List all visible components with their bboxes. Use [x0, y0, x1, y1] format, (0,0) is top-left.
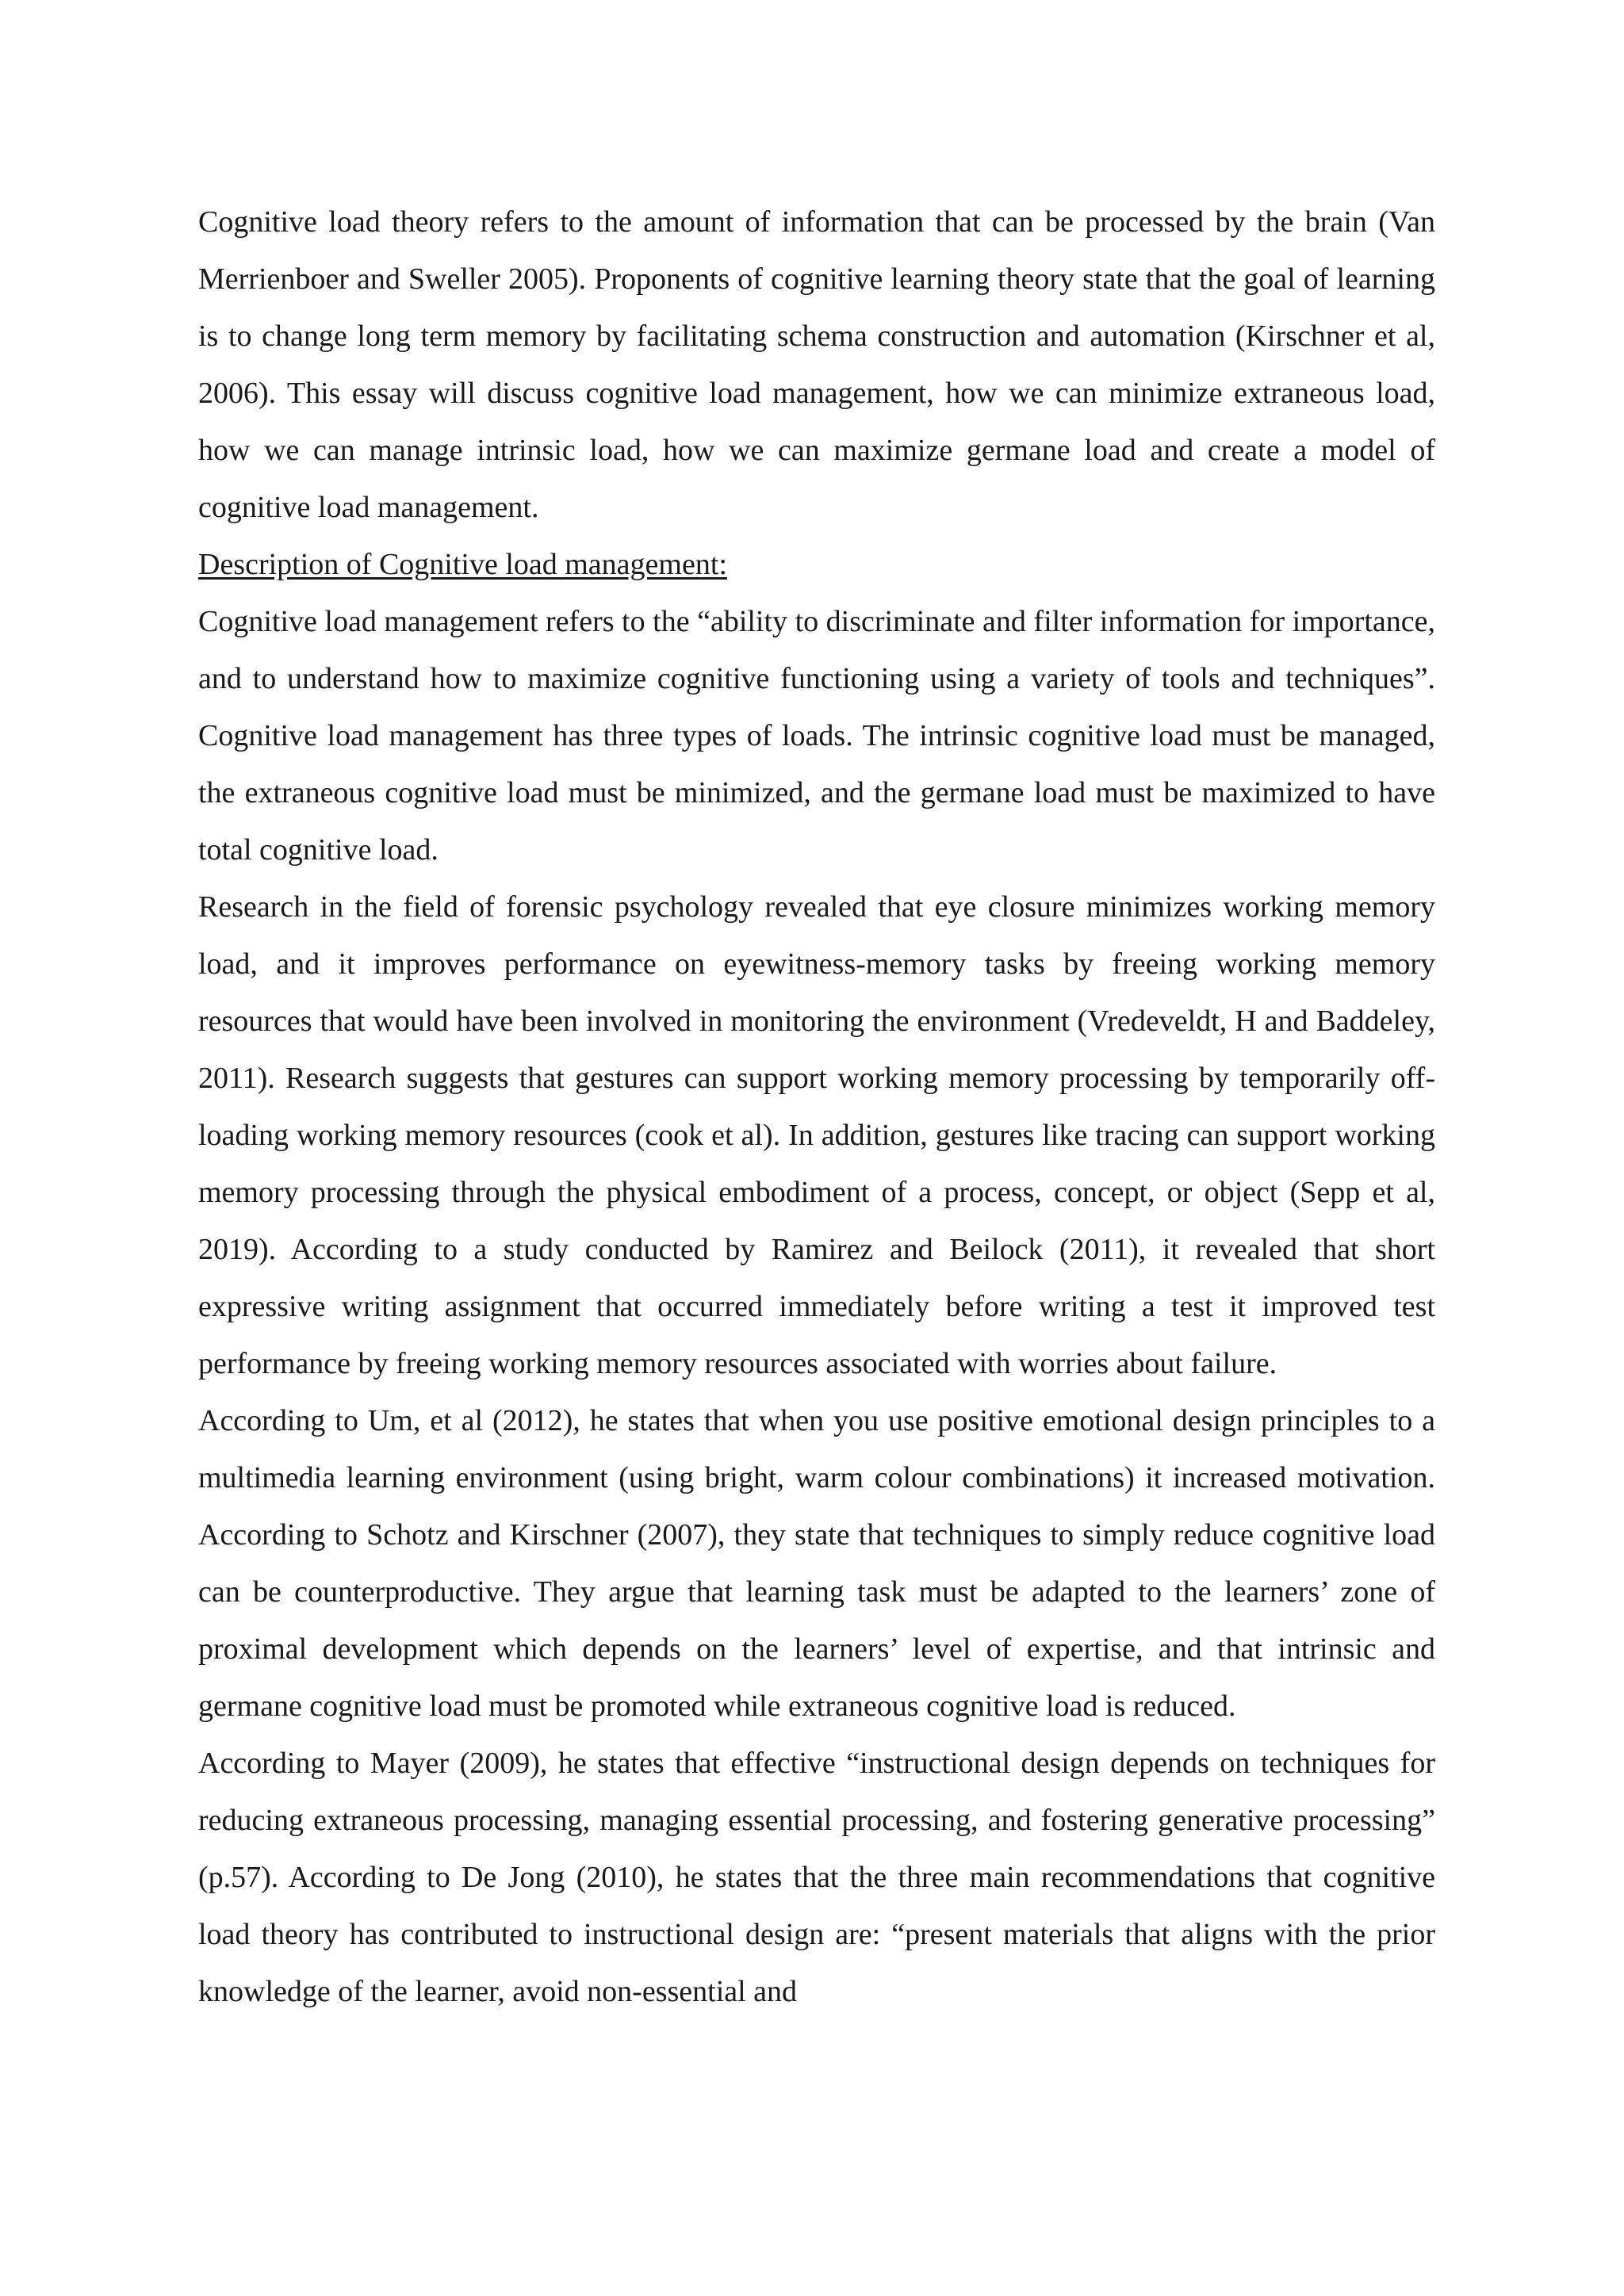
research-paragraph: Research in the field of forensic psychology revealed that eye closure minimizes working memory load, and it improves performance on eyewitness-memory tasks by freeing working memory resources that would have been involved in monitoring the environment (Vredeveldt, H and Baddeley, 2011). Research suggests that gestures can support working memory processing by temporarily off-loading working memory resources (cook et al). In addition, gestures like tracing can support working memory processing through the physical embodiment of a process, concept, or object (Sepp et al, 2019). According to a study conducted by Ramirez and Beilock (2011), it revealed that short expressive writing assignment that occurred immediately before writing a test it improved test performance by freeing working memory resources associated with worries about failure. [198, 890, 1435, 1380]
definition-paragraph: Cognitive load management refers to the “ability to discriminate and filter information for importance, and to understand how to maximize cognitive functioning using a variety of tools and techniques”. Cognitive load management has three types of loads. The intrinsic cognitive load must be managed, the extraneous cognitive load must be minimized, and the germane load must be maximized to have total cognitive load. [198, 605, 1435, 867]
document-body [198, 193, 1435, 2020]
emotional-design-paragraph: According to Um, et al (2012), he states that when you use positive emotional design principles to a multimedia learning environment (using bright, warm colour combinations) it increased motivation. According to Schotz and Kirschner (2007), they state that techniques to simply reduce cognitive load can be counterproductive. They argue that learning task must be adapted to the learners’ zone of proximal development which depends on the learners’ level of expertise, and that intrinsic and germane cognitive load must be promoted while extraneous cognitive load is reduced. [198, 1404, 1435, 1723]
intro-paragraph: Cognitive load theory refers to the amount of information that can be processed by the brain (Van Merrienboer and Sweller 2005). Proponents of cognitive learning theory state that the goal of learning is to change long term memory by facilitating schema construction and automation (Kirschner et al, 2006). This essay will discuss cognitive load management, how we can minimize extraneous load, how we can manage intrinsic load, how we can maximize germane load and create a model of cognitive load management. [198, 205, 1435, 524]
instructional-design-paragraph: According to Mayer (2009), he states that effective “instructional design depends on techniques for reducing extraneous processing, managing essential processing, and fostering generative processing” (p.57). According to De Jong (2010), he states that the three main recommendations that cognitive load theory has contributed to instructional design are: “present materials that aligns with the prior knowledge of the learner, avoid non-essential and [198, 1747, 1435, 2008]
section-heading: Description of Cognitive load management: [198, 548, 727, 581]
